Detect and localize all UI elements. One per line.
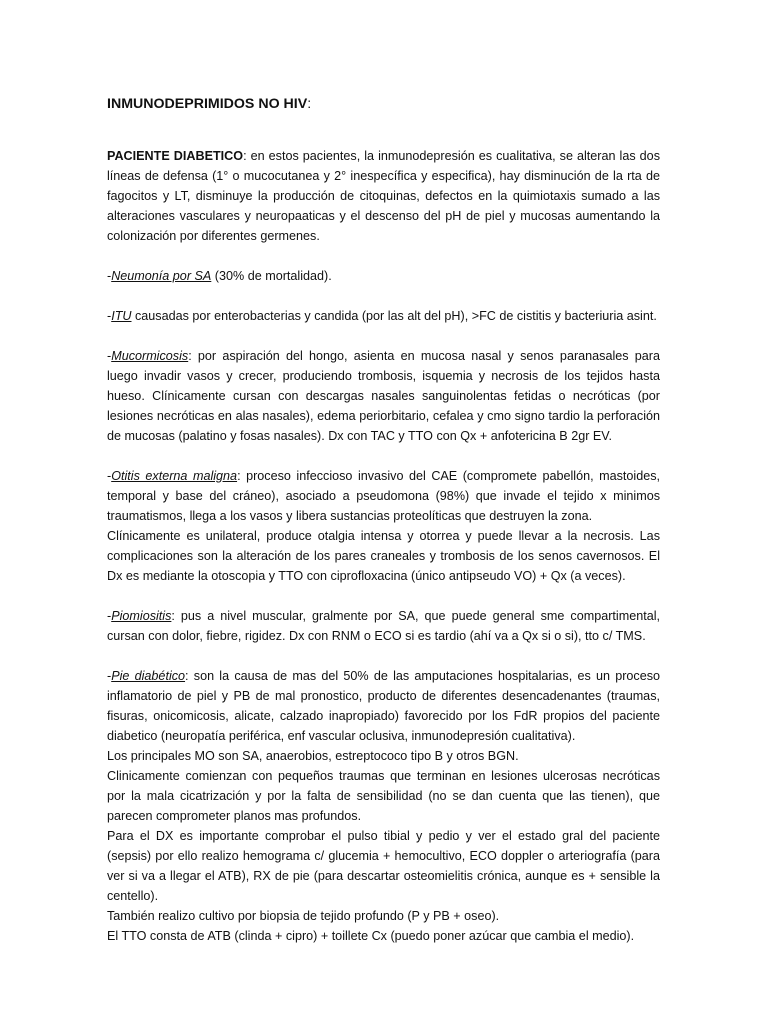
bullet-dash: -: [107, 349, 112, 363]
paragraph-otitis: [107, 466, 660, 526]
paragraph-itu: [107, 306, 660, 326]
paragraph-neumonia: [107, 266, 660, 286]
bullet-dash: -: [107, 309, 112, 323]
page-title-text: INMUNODEPRIMIDOS NO HIV: [107, 96, 308, 112]
keyword-mucormicosis: Mucormicosis: [111, 349, 189, 363]
piomiositis-text: : pus a nivel muscular, gralmente por SA, que puede general sme compartimental, cursan con dolor, fiebre, rigidez. Dx con RNM o ECO si es tardio (ahí va a Qx si o si), tto c/ TMS.: [107, 609, 660, 643]
paragraph-paciente-diabetico: [107, 146, 660, 246]
neumonia-text: (30% de mortalidad).: [211, 269, 332, 283]
paragraph-pie-tto: El TTO consta de ATB (clinda + cipro) + toillete Cx (puedo poner azúcar que cambia el medio).: [107, 929, 635, 943]
heading-paciente-diabetico: PACIENTE DIABETICO: [107, 149, 244, 163]
paragraph-mucormicosis: [107, 346, 660, 446]
keyword-neumonia: Neumonía por SA: [111, 269, 212, 283]
bullet-dash: -: [107, 609, 112, 623]
paragraph-piomiositis: [107, 606, 660, 646]
bullet-dash: -: [107, 269, 112, 283]
itu-text: causadas por enterobacterias y candida (por las alt del pH), >FC de cistitis y bacteriuria asint.: [131, 309, 657, 323]
paragraph-pie-clinica: Clinicamente comienzan con pequeños traumas que terminan en lesiones ulcerosas necróticas por la mala cicatrización y por la falta de sensibilidad (no se dan cuenta que las tienen), que parecen comprometer planos mas profundos.: [107, 769, 660, 823]
page-title: [107, 93, 660, 115]
keyword-itu: ITU: [111, 309, 132, 323]
bullet-dash: -: [107, 669, 112, 683]
paragraph-pie-diabetico: [107, 666, 660, 746]
page-title-colon: :: [307, 96, 312, 112]
paragraph-pie-dx: Para el DX es importante comprobar el pulso tibial y pedio y ver el estado gral del paciente (sepsis) por ello realizo hemograma c/ glucemia + hemocultivo, ECO doppler o arteriografía (para ver si va a llegar el ATB), RX de pie (para descartar osteomielitis crónica, aunque es + sensible la centello).: [107, 829, 660, 903]
bullet-dash: -: [107, 469, 112, 483]
paragraph-pie-cultivo: También realizo cultivo por biopsia de tejido profundo (P y PB + oseo).: [107, 909, 500, 923]
paragraph-otitis-clinica: Clínicamente es unilateral, produce otalgia intensa y otorrea y puede llevar a la necrosis. Las complicaciones son la alteración de los pares craneales y trombosis de los senos cavernosos. El Dx es mediante la otoscopia y TTO con ciprofloxacina (único antipseudo VO) + Qx (a veces).: [107, 529, 660, 583]
paragraph-pie-mo: Los principales MO son SA, anaerobios, estreptococo tipo B y otros BGN.: [107, 749, 519, 763]
otitis-text: : proceso infeccioso invasivo del CAE (compromete pabellón, mastoides, temporal y base del cráneo), asociado a pseudomona (98%) que invade el tejido x minimos traumatismos, llega a los vasos y libera sustancias proteolíticas que destruyen la zona.: [107, 469, 660, 523]
paciente-diabetico-text: : en estos pacientes, la inmunodepresión es cualitativa, se alteran las dos líneas de defensa (1° o mucocutanea y 2° inespecífica y especifica), hay disminución de la rta de fagocitos y LT, disminuye la producción de citoquinas, defectos en la quimiotaxis sumado a las alteraciones vasculares y neuropaaticas y el descenso del pH de piel y mucosas aumentando la colonización por diferentes germenes.: [107, 149, 660, 243]
keyword-piomiositis: Piomiositis: [111, 609, 172, 623]
mucormicosis-text: : por aspiración del hongo, asienta en mucosa nasal y senos paranasales para luego invadir vasos y crecer, produciendo trombosis, isquemia y necrosis de los tejidos hasta hueso. Clínicamente cursan con descargas nasales sanguinolentas fetidas o necróticas (por lesiones necróticas en alas nasales), edema periorbitario, cefalea y cmo signo tardio la perforación de mucosas (palatino y fosas nasales). Dx con TAC y TTO con Qx + anfotericina B 2gr EV.: [107, 349, 660, 443]
pie-diabetico-text: : son la causa de mas del 50% de las amputaciones hospitalarias, es un proceso inflamatorio de piel y PB de mal pronostico, producto de diferentes desencadenantes (traumas, fisuras, onicomicosis, alicate, calzado inapropiado) favorecido por los FdR propios del paciente diabetico (neuropatía periférica, enf vascular oclusiva, inmunodepresión cualitativa).: [107, 669, 660, 743]
keyword-pie-diabetico: Pie diabético: [111, 669, 186, 683]
keyword-otitis: Otitis externa maligna: [111, 469, 238, 483]
document-page: [107, 93, 660, 946]
